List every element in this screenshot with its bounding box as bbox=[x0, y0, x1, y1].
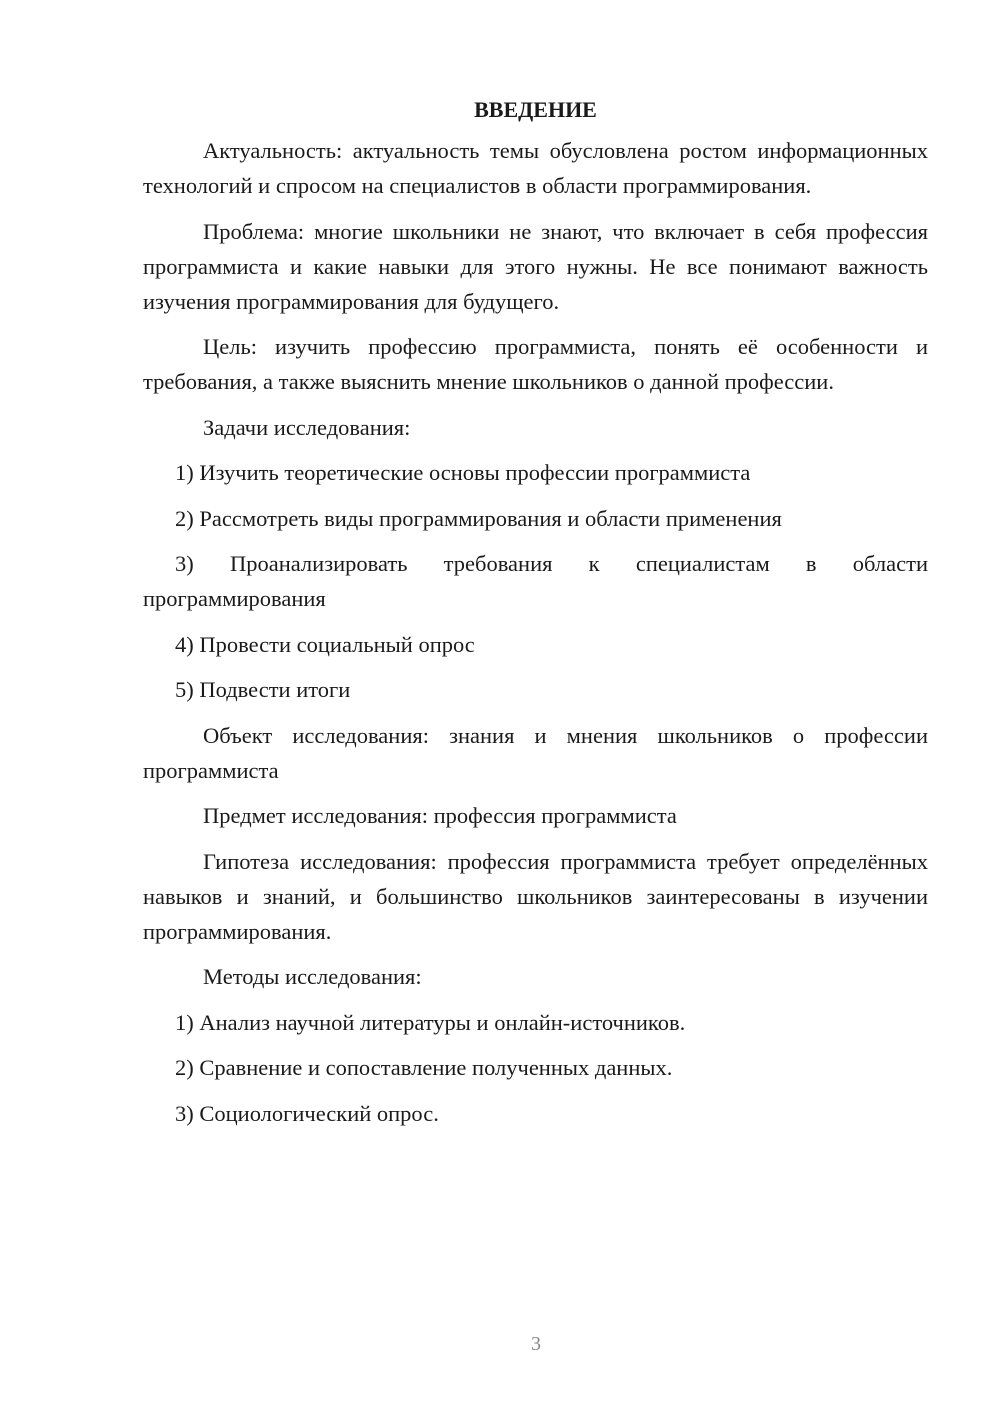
method-item: 2) Сравнение и сопоставление полученных данных. bbox=[175, 1055, 673, 1080]
subject-paragraph: Предмет исследования: профессия программиста bbox=[203, 803, 677, 828]
task-item: 5) Подвести итоги bbox=[175, 677, 351, 702]
method-item: 1) Анализ научной литературы и онлайн-источников. bbox=[175, 1009, 686, 1035]
problem-paragraph: Проблема: многие школьники не знают, что включает в себя профессия программиста и какие навыки для этого нужны. Не все понимают важность изучения программирования для будущего. bbox=[143, 218, 928, 314]
page-title: ВВЕДЕНИЕ bbox=[474, 97, 597, 122]
document-page bbox=[143, 95, 928, 1141]
hypothesis-paragraph: Гипотеза исследования: профессия программиста требует определённых навыков и знаний, и большинство школьников заинтересованы в изучении программирования. bbox=[143, 848, 928, 944]
methods-heading: Методы исследования: bbox=[203, 964, 422, 989]
task-item: 4) Провести социальный опрос bbox=[175, 631, 475, 657]
tasks-heading: Задачи исследования: bbox=[203, 414, 411, 440]
task-item: 3) Проанализировать требования к специалистам в области программирования bbox=[143, 551, 928, 611]
page-number: 3 bbox=[531, 1333, 541, 1355]
method-item: 3) Социологический опрос. bbox=[175, 1100, 439, 1126]
goal-paragraph: Цель: изучить профессию программиста, понять её особенности и требования, а также выяснить мнение школьников о данной профессии. bbox=[143, 334, 928, 394]
relevance-paragraph: Актуальность: актуальность темы обусловлена ростом информационных технологий и спросом на специалистов в области программирования. bbox=[143, 138, 928, 198]
task-item: 2) Рассмотреть виды программирования и области применения bbox=[175, 505, 782, 531]
object-paragraph: Объект исследования: знания и мнения школьников о профессии программиста bbox=[143, 722, 928, 783]
task-item: 1) Изучить теоретические основы профессии программиста bbox=[175, 460, 751, 485]
